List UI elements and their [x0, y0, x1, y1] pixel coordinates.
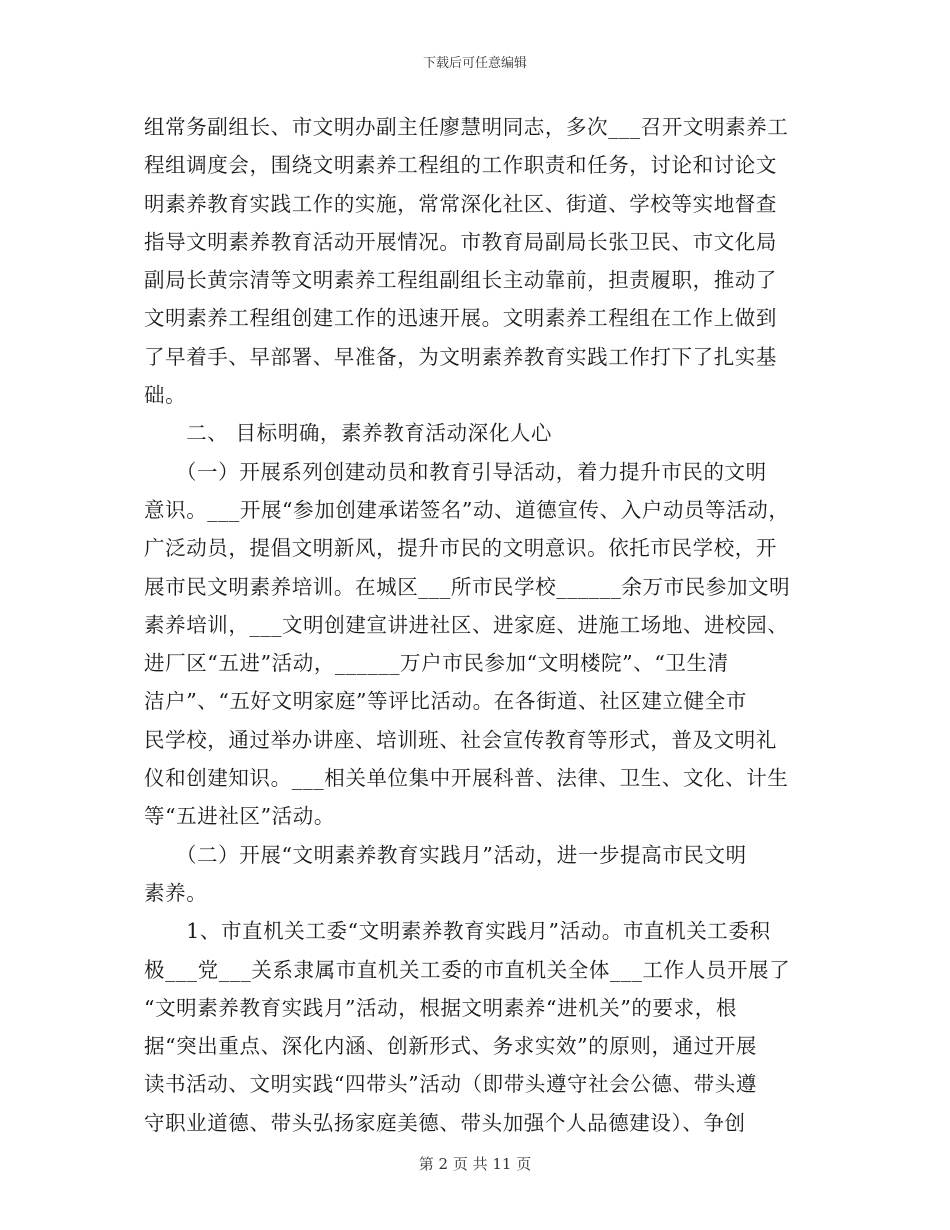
- text-line: 素养。: [144, 880, 208, 905]
- text-line: 据“突出重点、深化内涵、创新形式、务求实效”的原则，通过开展: [144, 1034, 757, 1059]
- text-line: 广泛动员，提倡文明新风，提升市民的文明意识。依托市民学校，开: [144, 536, 777, 561]
- text-line: 副局长黄宗清等文明素养工程组副组长主动靠前，担责履职，推动了: [144, 268, 777, 293]
- text-line: 了早着手、早部署、早准备，为文明素养教育实践工作打下了扎实基: [144, 344, 777, 369]
- text-line: 民学校，通过举办讲座、培训班、社会宣传教育等形式，普及文明礼: [144, 727, 777, 752]
- text-line: 进厂区“五进”活动，______万户市民参加“文明楼院”、“卫生清: [144, 651, 729, 676]
- section-heading: 二、 目标明确，素养教育活动深化人心: [144, 421, 553, 446]
- text-line: 1、市直机关工委“文明素养教育实践月”活动。市直机关工委积: [144, 919, 771, 944]
- text-line: （二）开展“文明素养教育实践月”活动，进一步提高市民文明: [144, 842, 747, 867]
- text-line: 守职业道德、带头弘扬家庭美德、带头加强个人品德建设）、争创: [144, 1110, 746, 1135]
- text-line: 仪和创建知识。___相关单位集中开展科普、法律、卫生、文化、计生: [144, 766, 789, 791]
- text-line: 读书活动、文明实践“四带头”活动（即带头遵守社会公德、带头遵: [144, 1072, 757, 1097]
- text-line: 洁户”、“五好文明家庭”等评比活动。在各街道、社区建立健全市: [144, 689, 747, 714]
- text-line: 意识。___开展“参加创建承诺签名”动、道德宣传、入户动员等活动，: [144, 497, 790, 522]
- text-line: （一）开展系列创建动员和教育引导活动，着力提升市民的文明: [144, 459, 767, 484]
- page-number: 第 2 页 共 11 页: [418, 1155, 532, 1173]
- text-line: 指导文明素养教育活动开展情况。市教育局副局长张卫民、市文化局: [144, 229, 777, 254]
- text-line: “文明素养教育实践月”活动，根据文明素养“进机关”的要求，根: [144, 995, 737, 1020]
- text-line: 极___党___关系隶属市直机关工委的市直机关全体___工作人员开展了: [144, 957, 791, 982]
- text-line: 明素养教育实践工作的实施，常常深化社区、街道、学校等实地督查: [144, 191, 777, 216]
- text-line: 程组调度会，围绕文明素养工程组的工作职责和任务，讨论和讨论文: [144, 153, 777, 178]
- text-line: 等“五进社区”活动。: [144, 804, 335, 829]
- text-line: 文明素养工程组创建工作的迅速开展。文明素养工程组在工作上做到: [144, 306, 777, 331]
- page-header-note: 下载后可任意编辑: [422, 56, 527, 71]
- text-line: 组常务副组长、市文明办副主任廖慧明同志，多次___召开文明素养工: [144, 115, 789, 139]
- text-line: 展市民文明素养培训。在城区___所市民学校______余万市民参加文明: [144, 574, 791, 599]
- text-line: 础。: [144, 383, 187, 408]
- document-body: [144, 108, 806, 1142]
- text-line: 素养培训，___文明创建宣讲进社区、进家庭、进施工场地、进校园、: [144, 612, 789, 637]
